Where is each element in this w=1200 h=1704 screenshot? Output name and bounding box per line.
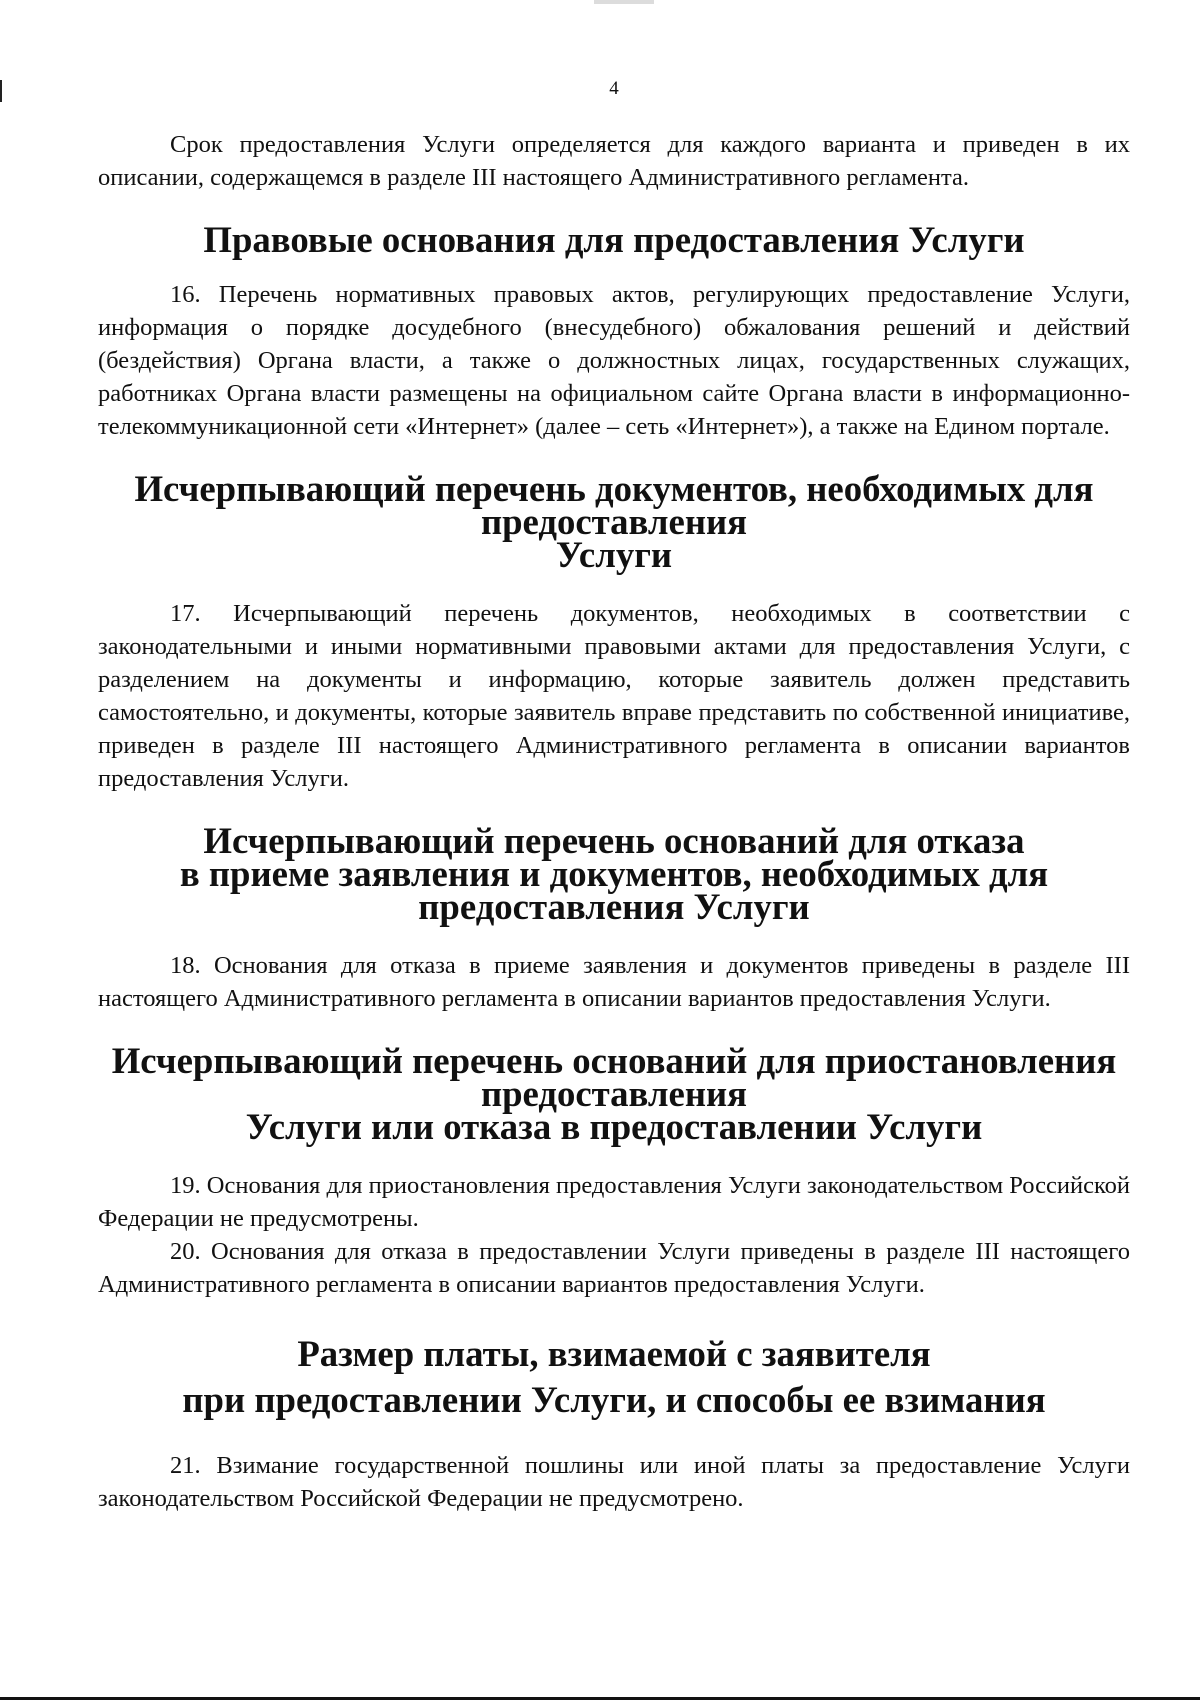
heading-line: Размер платы, взимаемой с заявителя: [297, 1333, 931, 1374]
bottom-edge: [0, 1697, 1200, 1700]
heading-line: Услуги: [555, 534, 673, 575]
heading-line: при предоставлении Услуги, и способы ее взимания: [182, 1379, 1046, 1420]
heading-line: Исчерпывающий перечень оснований для отказа: [203, 820, 1025, 861]
heading-fees: [98, 1331, 1130, 1423]
page-number: 4: [609, 78, 619, 99]
paragraph-19: 19. Основания для приостановления предоставления Услуги законодательством Российской Федерации не предусмотрены.: [98, 1172, 1130, 1232]
heading-legal-basis: [98, 219, 1130, 260]
heading-suspension: [98, 1040, 1130, 1147]
paragraph-18: 18. Основания для отказа в приеме заявления и документов приведены в разделе III настоящего Административного регламента в описании вариантов предоставления Услуги.: [98, 952, 1130, 1012]
heading-line: Правовые основания для предоставления Услуги: [203, 219, 1025, 260]
heading-line: Услуги или отказа в предоставлении Услуги: [245, 1106, 983, 1147]
paragraph-16: 16. Перечень нормативных правовых актов, регулирующих предоставление Услуги, информация о порядке досудебного (внесудебного) обжалования решений и действий (бездействия) Органа власти, а также о должностных лицах, государственных служащих, работниках Органа власти размещены на официальном сайте Органа власти в информационно-телекоммуникационной сети «Интернет» (далее – сеть «Интернет»), а также на Едином портале.: [98, 281, 1130, 440]
heading-line: Исчерпывающий перечень документов, необходимых для предоставления: [134, 468, 1094, 542]
heading-line: Исчерпывающий перечень оснований для приостановления предоставления: [111, 1040, 1117, 1114]
scan-artifact-top: [594, 0, 654, 4]
paragraph-20: 20. Основания для отказа в предоставлении Услуги приведены в разделе III настоящего Административного регламента в описании вариантов предоставления Услуги.: [98, 1238, 1130, 1298]
heading-line: в приеме заявления и документов, необходимых для предоставления Услуги: [179, 853, 1049, 927]
heading-refusal-acceptance: [98, 820, 1130, 927]
paragraph-service-term: Срок предоставления Услуги определяется для каждого варианта и приведен в их описании, содержащемся в разделе III настоящего Административного регламента.: [98, 131, 1130, 191]
paragraph-17: 17. Исчерпывающий перечень документов, необходимых в соответствии с законодательными и иными нормативными правовыми актами для предоставления Услуги, с разделением на документы и информацию, которые заявитель должен представить самостоятельно, и документы, которые заявитель вправе представить по собственной инициативе, приведен в разделе III настоящего Административного регламента в описании вариантов предоставления Услуги.: [98, 600, 1130, 792]
paragraph-21: 21. Взимание государственной пошлины или иной платы за предоставление Услуги законодательством Российской Федерации не предусмотрено.: [98, 1452, 1130, 1512]
heading-documents-list: [98, 468, 1130, 575]
document-body: [98, 128, 1130, 1515]
